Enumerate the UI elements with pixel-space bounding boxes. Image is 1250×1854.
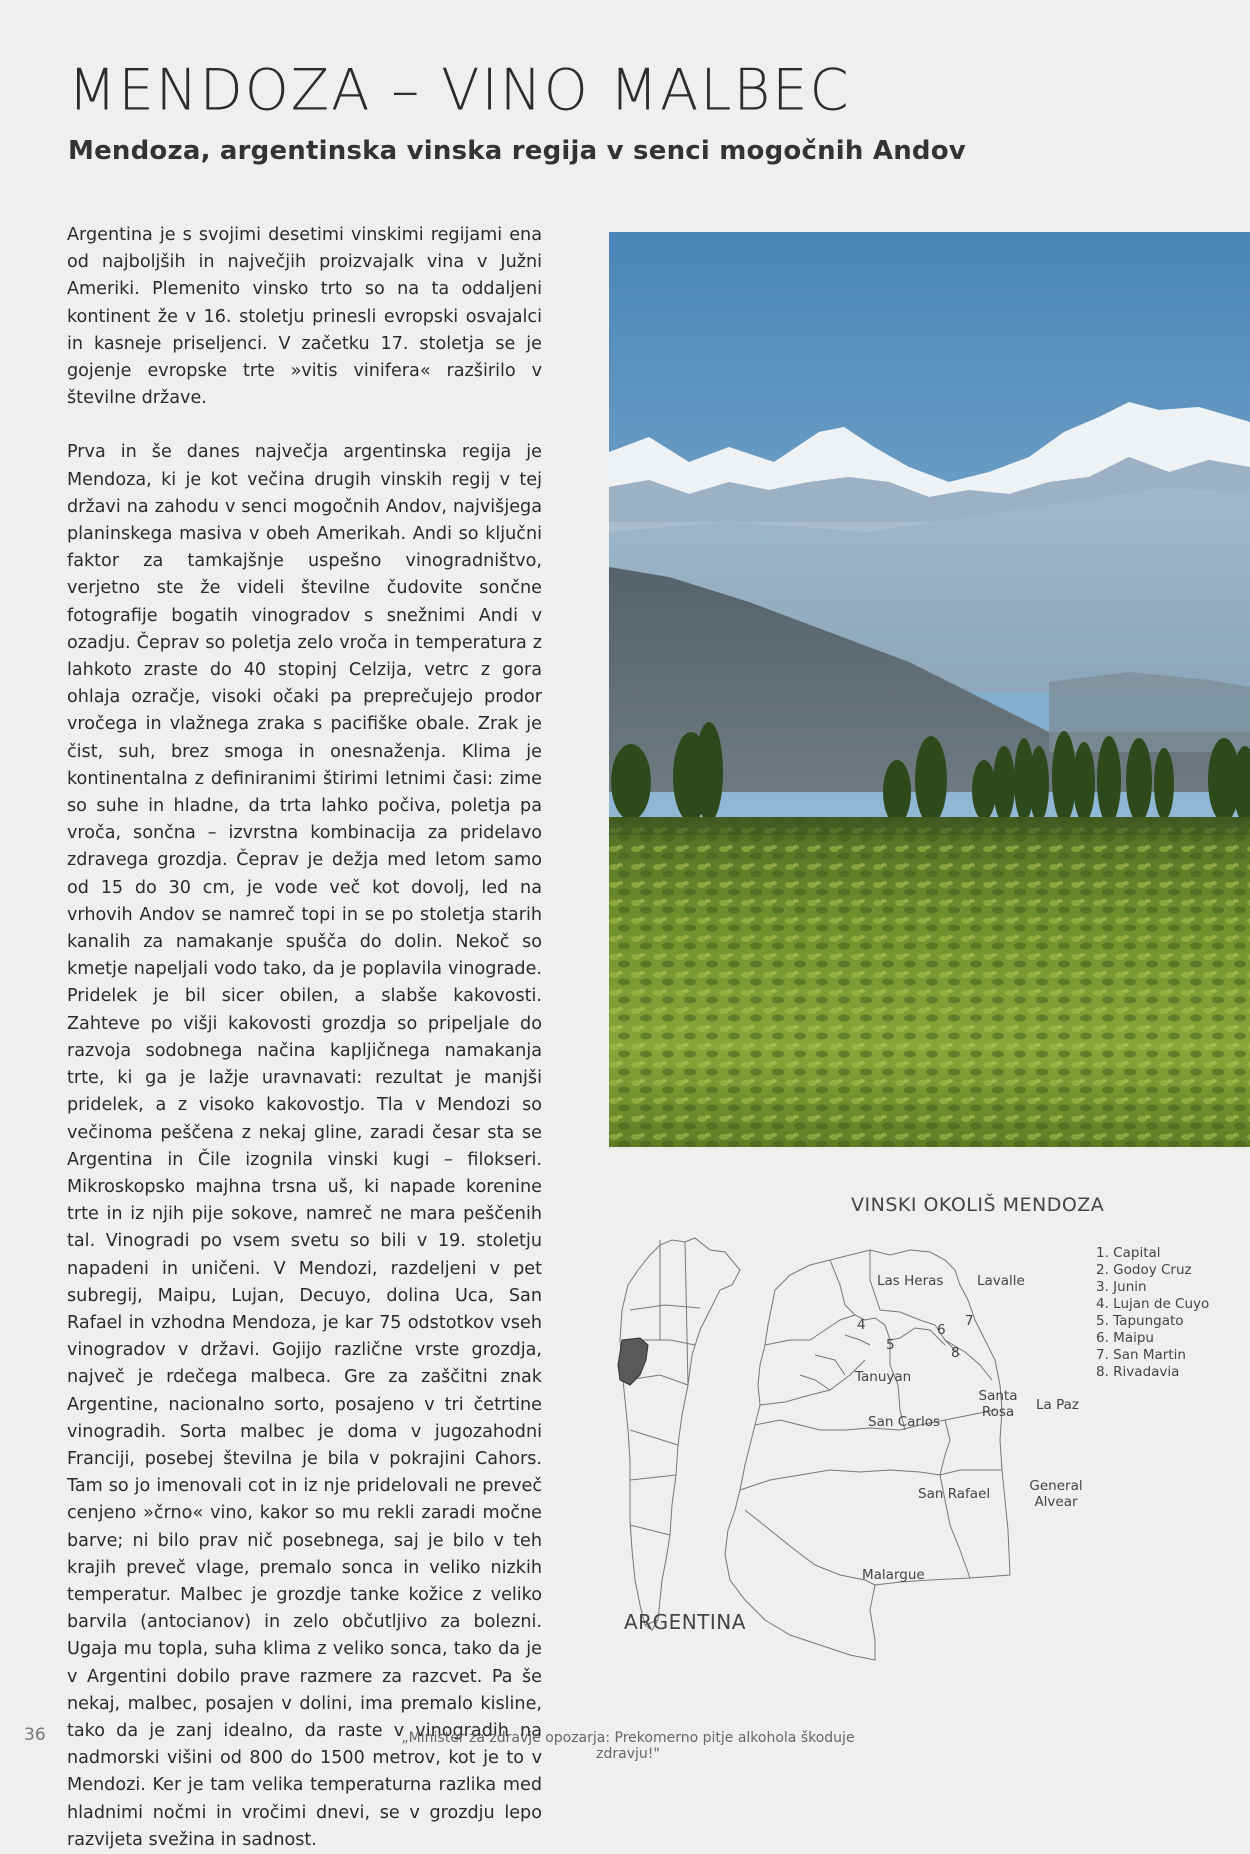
page-subtitle: Mendoza, argentinska vinska regija v senci mogočnih Andov xyxy=(68,136,966,166)
article-paragraph: Prva in še danes največja argentinska regija je Mendoza, ki je kot večina drugih vinskih regij v tej državi na zahodu v senci mogočnih Andov, najvišjega planinskega masiva v obeh Amerikah. Andi so ključni faktor za tamkajšnje uspešno vinogradništvo, verjetno ste že videli številne čudovite sončne fotografije bogatih vinogradov s snežnimi Andi v ozadju. Čeprav so poletja zelo vroča in temperatura z lahkoto zraste do 40 stopinj Celzija, vetrc z gora ohlaja ozračje, visoki očaki pa preprečujejo prodor vročega in vlažnega zraka s pacifiške obale. Zrak je čist, suh, brez smoga in onesnaženja. Klima je kontinentalna z definiranimi štirimi letnimi časi: zime so suhe in hladne, da trta lahko počiva, poletja pa vroča, sončna – izvrstna kombinacija za pridelavo zdravega grozdja. Čeprav je dežja med letom samo od 15 do 30 cm, je vode več kot dovolj, led na vrhovih Andov se namreč topi in se po stoletja starih kanalih za namakanje spušča do dolin. Nekoč so kmetje napeljali vodo tako, da je poplavila vinograde. Pridelek je bil sicer obilen, a slabše kakovosti. Zahteve po višji kakovosti grozdja so pripeljale do razvoja sodobnega načina kapljičnega namakanja trte, ki ga je lažje uravnavati: rezultat je manjši pridelek, a z visoko kakovostjo. Tla v Mendozi so večinoma peščena z nekaj gline, zaradi česar sta se Argentina in Čile izognila vinski kugi – filokseri. Mikroskopsko majhna trsna uš, ki napade korenine trte in iz njih pije sokove, namreč ne mara peščenih tal. Vinogradi po vsem svetu so bili v 19. stoletju napadeni in uničeni. V Mendozi, razdeljeni v pet subregij, Maipu, Lujan, Decuyo, dolina Uca, San Rafael in vzhodna Mendoza, je kar 75 odstotkov vseh vinogradov v državi. Gojijo različne vrste grozdja, največ je rdečega malbeca. Gre za zaščitni znak Argentine, nacionalno sorto, posajeno v tri četrtine vinogradih. Sorta malbec je doma v jugozahodni Franciji, posebej številna je bila v pokrajini Cahors. Tam so jo imenovali cot in iz nje pridelovali ne preveč cenjeno »črno« vino, kakor so mu rekli zaradi močne barve; ni bilo prav nič posebnega, saj je bilo v teh krajih preveč vlage, premalo sonca in veliko nizkih temperatur. Malbec je grozdje tanke kožice z veliko barvila (antocianov) in zelo občutljivo za bolezni. Ugaja mu topla, suha klima z veliko sonca, tako da je v Argentini dobilo prave razmere za razcvet. Pa še nekaj, malbec, posajen v dolini, ima premalo kisline, tako da je zanj idealno, da raste v vinogradih na nadmorski višini od 800 do 1500 metrov, kot je to v Mendozi. Ker je tam velika temperaturna razlika med hladnimi nočmi in vročimi dnevi, se v grozdju lepo razvijeta svežina in sadnost. xyxy=(67,442,542,1850)
region-label-la-paz: La Paz xyxy=(1036,1397,1079,1413)
page-number: 36 xyxy=(24,1725,46,1745)
legend-item: 3. Junin xyxy=(1096,1279,1147,1295)
region-label-las-heras: Las Heras xyxy=(877,1273,944,1289)
region-number-5: 5 xyxy=(886,1337,895,1353)
legend-item: 4. Lujan de Cuyo xyxy=(1096,1296,1210,1312)
region-label-tanuyan: Tanuyan xyxy=(855,1369,912,1385)
legend-item: 7. San Martin xyxy=(1096,1347,1186,1363)
region-number-6: 6 xyxy=(937,1322,946,1338)
article-paragraph: Argentina je s svojimi desetimi vinskimi regijami ena od najboljših in največjih proizvajalk vina v Južni Ameriki. Plemenito vinsko trto so na ta oddaljeni kontinent že v 16. stoletju prinesli evropski osvajalci in kasneje priseljenci. V začetku 17. stoletja se je gojenje evropske trte »vitis vinifera« razširilo v številne države. xyxy=(67,225,542,409)
region-label-san-rafael: San Rafael xyxy=(918,1486,991,1502)
vineyard-andes-photo xyxy=(609,232,1250,1147)
region-label-santa-rosa: Santa Rosa xyxy=(978,1388,1018,1420)
health-warning: „Minister za zdravje opozarja: Prekomerno pitje alkohola škoduje zdravju!" xyxy=(401,1730,855,1762)
argentina-map xyxy=(620,1238,740,1630)
legend-item: 2. Godoy Cruz xyxy=(1096,1262,1192,1278)
region-label-general-alvear: General Alvear xyxy=(1029,1478,1083,1510)
legend-item: 5. Tapungato xyxy=(1096,1313,1184,1329)
argentina-label: ARGENTINA xyxy=(624,1610,746,1634)
map-title: VINSKI OKOLIŠ MENDOZA xyxy=(851,1194,1105,1216)
region-label-lavalle: Lavalle xyxy=(977,1273,1025,1289)
mendoza-province-map xyxy=(725,1250,1010,1660)
legend-item: 8. Rivadavia xyxy=(1096,1364,1180,1380)
page-title: MENDOZA – VINO MALBEC xyxy=(68,57,851,124)
region-number-7: 7 xyxy=(965,1313,974,1329)
legend-item: 6. Maipu xyxy=(1096,1330,1154,1346)
region-label-san-carlos: San Carlos xyxy=(868,1414,940,1430)
region-label-malargue: Malargue xyxy=(862,1567,925,1583)
region-number-4: 4 xyxy=(857,1317,866,1333)
region-number-8: 8 xyxy=(951,1345,960,1361)
article-body xyxy=(67,222,542,1854)
map-legend xyxy=(1096,1245,1209,1381)
legend-item: 1. Capital xyxy=(1096,1245,1161,1261)
